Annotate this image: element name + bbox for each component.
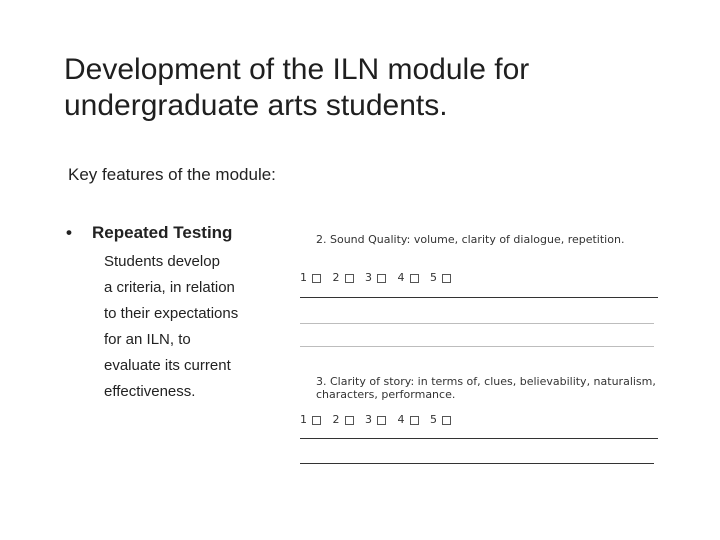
rating-scale <box>300 272 459 284</box>
rating-scale <box>300 414 459 426</box>
title-line-1: Development of the ILN module for <box>64 53 530 86</box>
rating-label: 5 <box>430 271 437 284</box>
checkbox-icon[interactable] <box>442 416 451 425</box>
checkbox-icon[interactable] <box>345 274 354 283</box>
rating-label: 3 <box>365 271 372 284</box>
subtitle: Key features of the module: <box>68 165 276 184</box>
title-line-2: undergraduate arts students. <box>64 89 448 122</box>
body-line: evaluate its current <box>104 357 231 374</box>
rating-label: 1 <box>300 413 307 426</box>
slide-title <box>64 52 664 124</box>
checkbox-icon[interactable] <box>377 274 386 283</box>
checkbox-icon[interactable] <box>410 274 419 283</box>
body-line: for an ILN, to <box>104 331 191 348</box>
body-line: Students develop <box>104 253 220 270</box>
rating-label: 4 <box>397 271 405 284</box>
rating-label: 5 <box>430 413 437 426</box>
rating-label: 2 <box>332 413 340 426</box>
answer-line[interactable] <box>300 438 658 439</box>
rating-option[interactable] <box>430 413 455 426</box>
answer-line[interactable] <box>300 323 654 324</box>
bullet-heading: Repeated Testing <box>92 223 233 242</box>
rating-option[interactable] <box>333 271 358 284</box>
rating-option[interactable] <box>300 271 325 284</box>
rating-option[interactable] <box>398 271 423 284</box>
checkbox-icon[interactable] <box>312 416 321 425</box>
rating-label: 2 <box>332 271 340 284</box>
bullet-marker: • <box>66 223 72 242</box>
body-line: to their expectations <box>104 305 239 322</box>
rating-option[interactable] <box>333 413 358 426</box>
rating-label: 3 <box>365 413 372 426</box>
checkbox-icon[interactable] <box>410 416 419 425</box>
bullet-item <box>66 223 232 243</box>
rating-option[interactable] <box>430 271 455 284</box>
answer-line[interactable] <box>300 463 654 464</box>
checkbox-icon[interactable] <box>345 416 354 425</box>
checkbox-icon[interactable] <box>442 274 451 283</box>
checkbox-icon[interactable] <box>377 416 386 425</box>
answer-line[interactable] <box>300 297 658 298</box>
rating-label: 1 <box>300 271 307 284</box>
rating-option[interactable] <box>365 271 390 284</box>
rating-option[interactable] <box>398 413 423 426</box>
question-sound-quality: 2. Sound Quality: volume, clarity of dialogue, repetition. <box>316 233 625 246</box>
body-line: a criteria, in relation <box>104 279 235 296</box>
answer-line[interactable] <box>300 346 654 347</box>
rating-option[interactable] <box>365 413 390 426</box>
bullet-body <box>104 249 238 405</box>
rating-option[interactable] <box>300 413 325 426</box>
rating-label: 4 <box>397 413 405 426</box>
question-clarity-of-story: 3. Clarity of story: in terms of, clues, believability, naturalism, characters, performance. <box>316 375 656 401</box>
body-line: effectiveness. <box>104 383 196 400</box>
checkbox-icon[interactable] <box>312 274 321 283</box>
